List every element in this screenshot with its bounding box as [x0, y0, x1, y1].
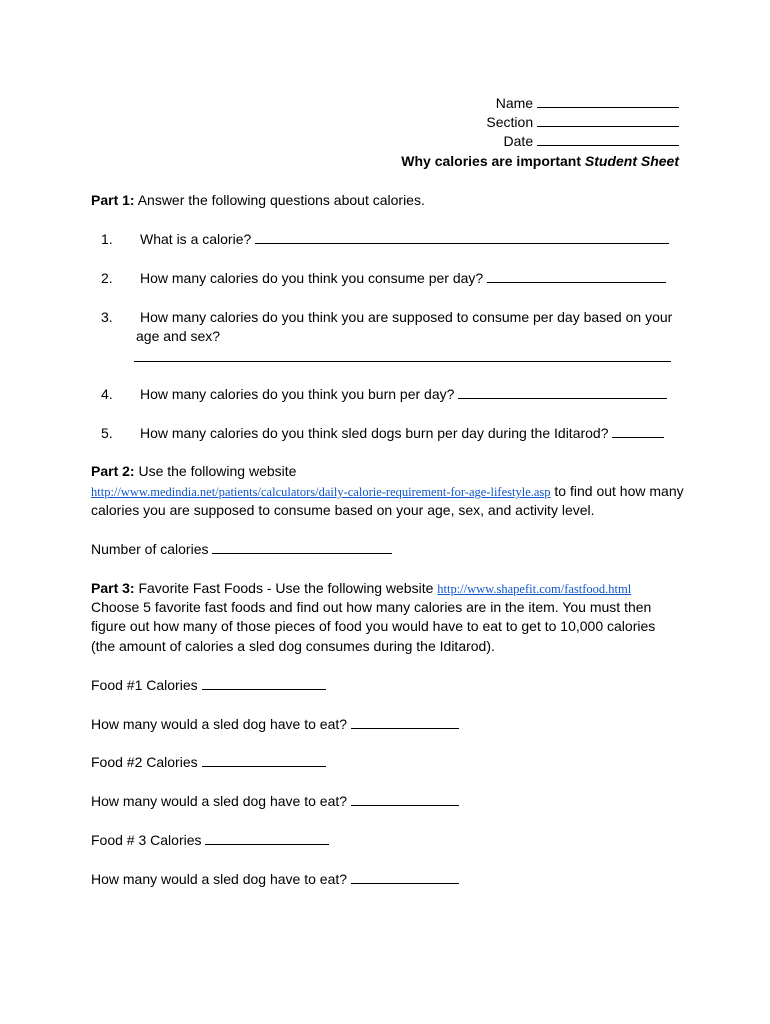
question-3-text: How many calories do you think you are supposed to consume per day based on your — [140, 309, 673, 325]
number-of-calories-label: Number of calories — [91, 541, 209, 557]
date-field-row — [504, 132, 679, 150]
part3-intro — [91, 579, 631, 598]
question-5-blank[interactable] — [612, 424, 664, 438]
question-3-row2 — [136, 327, 220, 345]
name-field-row — [496, 94, 679, 112]
name-blank[interactable] — [537, 94, 679, 108]
number-of-calories-blank[interactable] — [212, 540, 392, 554]
question-1-number: 1. — [101, 231, 113, 247]
question-2-text: How many calories do you think you consume per day? — [140, 270, 484, 286]
part2-line2-text: calories you are supposed to consume based on your age, sex, and activity level. — [91, 502, 595, 518]
question-3-row — [140, 308, 672, 326]
question-4-text: How many calories do you think you burn per day? — [140, 386, 455, 402]
question-3-text2: age and sex? — [136, 328, 221, 344]
medindia-link[interactable]: http://www.medindia.net/patients/calculators/daily-calorie-requirement-for-age-lifestyle.asp — [91, 485, 551, 499]
food2-row — [91, 753, 326, 771]
sled-question-3-row — [91, 870, 459, 888]
part3-intro-text: Favorite Fast Foods - Use the following website — [134, 580, 438, 596]
section-label: Section — [486, 114, 534, 130]
question-3-number: 3. — [101, 309, 113, 325]
part3-line2-text: Choose 5 favorite fast foods and find out how many calories are in the item. You must then — [91, 599, 652, 615]
part3-line3 — [91, 617, 655, 635]
question-2-row — [140, 269, 666, 287]
question-2-blank[interactable] — [487, 269, 666, 283]
sled-question-2-label: How many would a sled dog have to eat? — [91, 793, 348, 809]
food1-label: Food #1 Calories — [91, 677, 198, 693]
part2-intro-text: Use the following website — [134, 463, 297, 479]
section-field-row — [486, 113, 679, 131]
worksheet-title — [401, 152, 679, 170]
part2-line2 — [91, 501, 595, 519]
sled-question-3-blank[interactable] — [351, 870, 459, 884]
part3-line4 — [91, 637, 495, 655]
sled-question-1-label: How many would a sled dog have to eat? — [91, 716, 348, 732]
food2-blank[interactable] — [202, 753, 326, 767]
question-5-text: How many calories do you think sled dogs burn per day during the Iditarod? — [140, 425, 609, 441]
part3-heading: Part 3: — [91, 580, 135, 596]
question-4-number: 4. — [101, 386, 113, 402]
date-label: Date — [503, 133, 534, 149]
part1-intro-text: Answer the following questions about calories. — [134, 192, 425, 208]
part3-line2 — [91, 598, 651, 616]
question-5-row — [140, 424, 664, 442]
part3-line4-text: (the amount of calories a sled dog consumes during the Iditarod). — [91, 638, 495, 654]
date-blank[interactable] — [537, 132, 679, 146]
sled-question-1-blank[interactable] — [351, 715, 459, 729]
question-3-blank[interactable] — [134, 360, 671, 362]
food2-label: Food #2 Calories — [91, 754, 198, 770]
title-italic: Student Sheet — [584, 153, 679, 169]
part2-after-link: to find out how many — [550, 483, 684, 499]
sled-question-3-label: How many would a sled dog have to eat? — [91, 871, 348, 887]
food3-blank[interactable] — [205, 831, 329, 845]
question-5 — [101, 424, 113, 442]
sled-question-2-row — [91, 792, 459, 810]
sled-question-2-blank[interactable] — [351, 792, 459, 806]
question-1 — [101, 230, 113, 248]
food3-row — [91, 831, 329, 849]
question-4-blank[interactable] — [458, 385, 667, 399]
name-label: Name — [495, 95, 534, 111]
question-5-number: 5. — [101, 425, 113, 441]
question-2 — [101, 269, 113, 287]
sled-question-1-row — [91, 715, 459, 733]
section-blank[interactable] — [537, 113, 679, 127]
part2-intro — [91, 462, 296, 480]
part2-link-row — [91, 482, 684, 501]
question-1-row — [140, 230, 669, 248]
part1-heading: Part 1: — [91, 192, 135, 208]
shapefit-link[interactable]: http://www.shapefit.com/fastfood.html — [437, 582, 632, 596]
question-1-text: What is a calorie? — [140, 231, 252, 247]
title-main: Why calories are important — [401, 153, 585, 169]
food1-blank[interactable] — [202, 676, 326, 690]
food1-row — [91, 676, 326, 694]
question-4-row — [140, 385, 667, 403]
number-of-calories-row — [91, 540, 392, 558]
question-3 — [101, 308, 113, 326]
part3-line3-text: figure out how many of those pieces of food you would have to eat to get to 10,000 calories — [91, 618, 656, 634]
question-1-blank[interactable] — [255, 230, 669, 244]
question-4 — [101, 385, 113, 403]
question-2-number: 2. — [101, 270, 113, 286]
part1-intro — [91, 191, 425, 209]
part2-heading: Part 2: — [91, 463, 135, 479]
food3-label: Food # 3 Calories — [91, 832, 202, 848]
